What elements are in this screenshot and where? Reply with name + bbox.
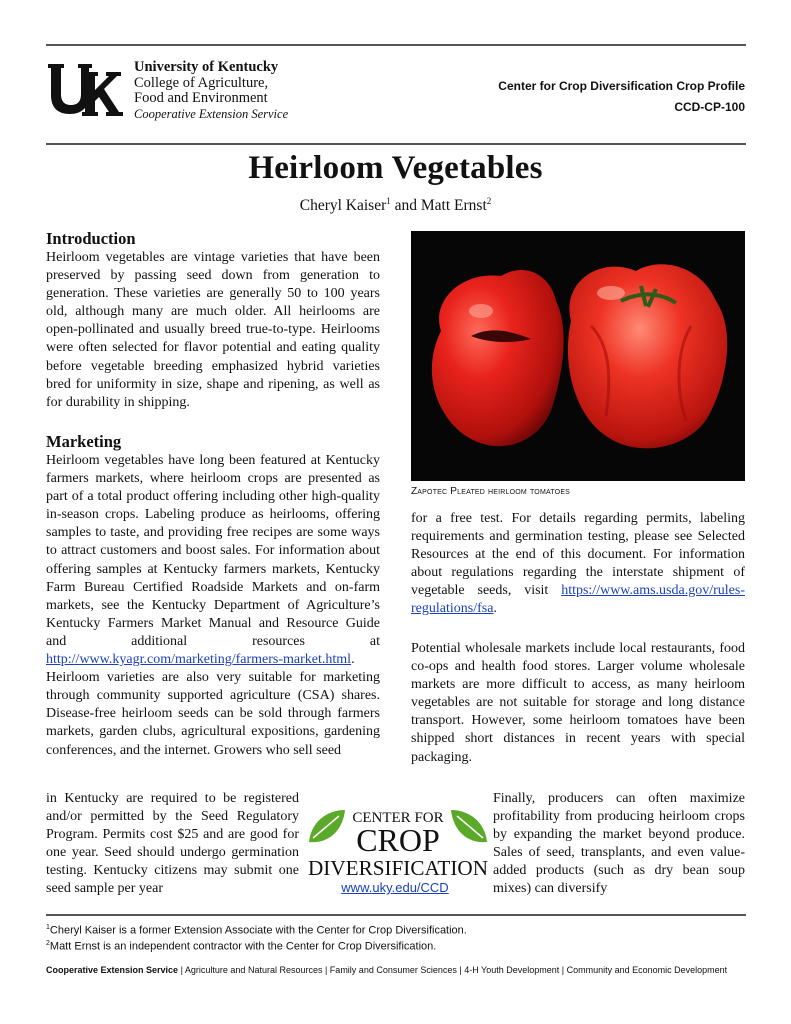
intro-heading: Introduction [46,229,136,248]
right-tomato [568,264,727,448]
profile-line-2: CCD-CP-100 [674,100,745,114]
marketing-body-c: in Kentucky are required to be registered and/or permitted by the Seed Regulatory Program. Permits cost $25 and are good for one year. Seed should undergo germination testing. Kentucky citizens may submit one seed sample per year [46,791,299,897]
crop-profile-label [498,76,745,118]
footnote-2 [46,940,436,953]
ccd-url-link[interactable]: www.uky.edu/CCD [341,880,449,895]
uni-line-1: University of Kentucky [134,59,279,75]
marketing-body [46,452,380,760]
uk-logo [46,62,126,120]
intro-body: Heirloom vegetables are vintage varieties that have been preserved by passing seed down from generation to generation. These varieties are generally 50 to 100 years old, although many are much older. All heirlooms are open-pollinated and usually breed true-to-type. Heirlooms were often selected for flavor potential and eating quality before vegetable breeding emphasized hybrid varieties bred for uniformity in size, shape and ripening, as well as for durability in shipping. [46,250,380,410]
footnote-rule [46,914,746,916]
footnote-2-num: 2 [46,940,50,947]
authors [0,196,791,215]
right-column-para-1 [411,510,745,619]
bottom-bar-lead: Cooperative Extension Service [46,965,179,975]
bottom-bar [46,965,746,975]
marketing-heading: Marketing [46,432,122,451]
ccd-line-3: DIVERSIFICATION [308,856,488,880]
left-tomato [432,270,564,446]
page-title: Heirloom Vegetables [248,150,543,186]
ccd-line-1: CENTER FOR [352,810,444,826]
photo-caption-text: Zapotec Pleated heirloom tomatoes [411,486,571,497]
profile-line-1: Center for Crop Diversification Crop Profile [498,79,745,93]
marketing-section [46,432,380,760]
authors-joiner: and [390,197,421,215]
header-rule [46,143,746,145]
wholesale-paragraph: Potential wholesale markets include local restaurants, food co-ops and health food stores. Larger volume wholesale markets are more difficult to access, as many heirloom vegetables are not suitable for storage and long distance transport. However, some heirloom tomatoes have been shipped short distances in recent years with special packaging. [411,641,745,765]
marketing-body-b: . Heirloom varieties are also very suitable for marketing through community supported agriculture (CSA) shares. Disease-free heirloom seeds can be sold through farmers markets, garden clubs, agricultural expositions, gardening conferences, and the internet. Growers who sell seed [46,652,380,758]
marketing-body-a: Heirloom vegetables have long been featured at Kentucky farmers markets, where heirloom crops are presented as part of a total product offering including other high-quality in-season crops. Labeling produce as heirlooms, offering samples to taste, and providing free recipes are some ways to attract customers and boost sales. For information about offering samples at Kentucky farmers markets, Kentucky Farm Bureau Certified Roadside Markets and on-farm markets, see the Kentucky Department of Agriculture’s Kentucky Farmers Market Manual and Resource Guide and additional resources at [46,453,380,649]
footnote-1-num: 1 [46,924,50,931]
top-rule [46,44,746,46]
bottom-bar-rest: | Agriculture and Natural Resources | Family and Consumer Sciences | 4-H Youth Development | Community and Economic Development [178,965,728,975]
right-column-para-3 [493,790,745,899]
kyagr-link[interactable]: http://www.kyagr.com/marketing/farmers-market.html [46,652,352,668]
regulations-paragraph [411,510,745,619]
ams-usda-link[interactable]: https://www.ams.usda.gov/rules-regulations/fsa [411,583,745,617]
footnote-2-text: Matt Ernst is an independent contractor with the Center for Crop Diversification. [49,940,437,953]
right-column-para-2 [411,640,745,767]
uni-line-3: Food and Environment [134,90,268,106]
ccd-line-2: CROP [356,822,440,858]
uni-line-2: College of Agriculture, [134,74,269,91]
tomato-illustration [411,231,745,481]
author-1: Cheryl Kaiser [299,197,387,215]
para1-text-a: for a free test. For details regarding permits, labeling requirements and germination testing, please see Selected Resources at the end of this document. For information about regulations regarding the interstate shipment of vegetable seeds, visit [411,511,745,599]
university-name-block [134,60,288,122]
tomato-photo [411,231,745,481]
ccd-logo-graphic [305,800,491,880]
photo-caption [411,486,570,497]
diversify-paragraph: Finally, producers can often maximize profitability from producing heirloom crops by expanding the market beyond produce. Sales of seed, transplants, and even value-added products (such as dry bean soup mixes) can diversify [493,791,745,897]
author-2-sup: 2 [486,196,492,206]
marketing-continued [46,790,299,899]
footnote-1-text: Cheryl Kaiser is a former Extension Associate with the Center for Crop Diversification. [49,924,467,937]
intro-section [46,229,380,412]
author-2: Matt Ernst [420,197,487,215]
footnote-1 [46,924,467,937]
uni-line-4: Cooperative Extension Service [134,106,289,121]
author-1-sup: 1 [386,196,391,206]
para1-text-b: . [493,601,497,617]
